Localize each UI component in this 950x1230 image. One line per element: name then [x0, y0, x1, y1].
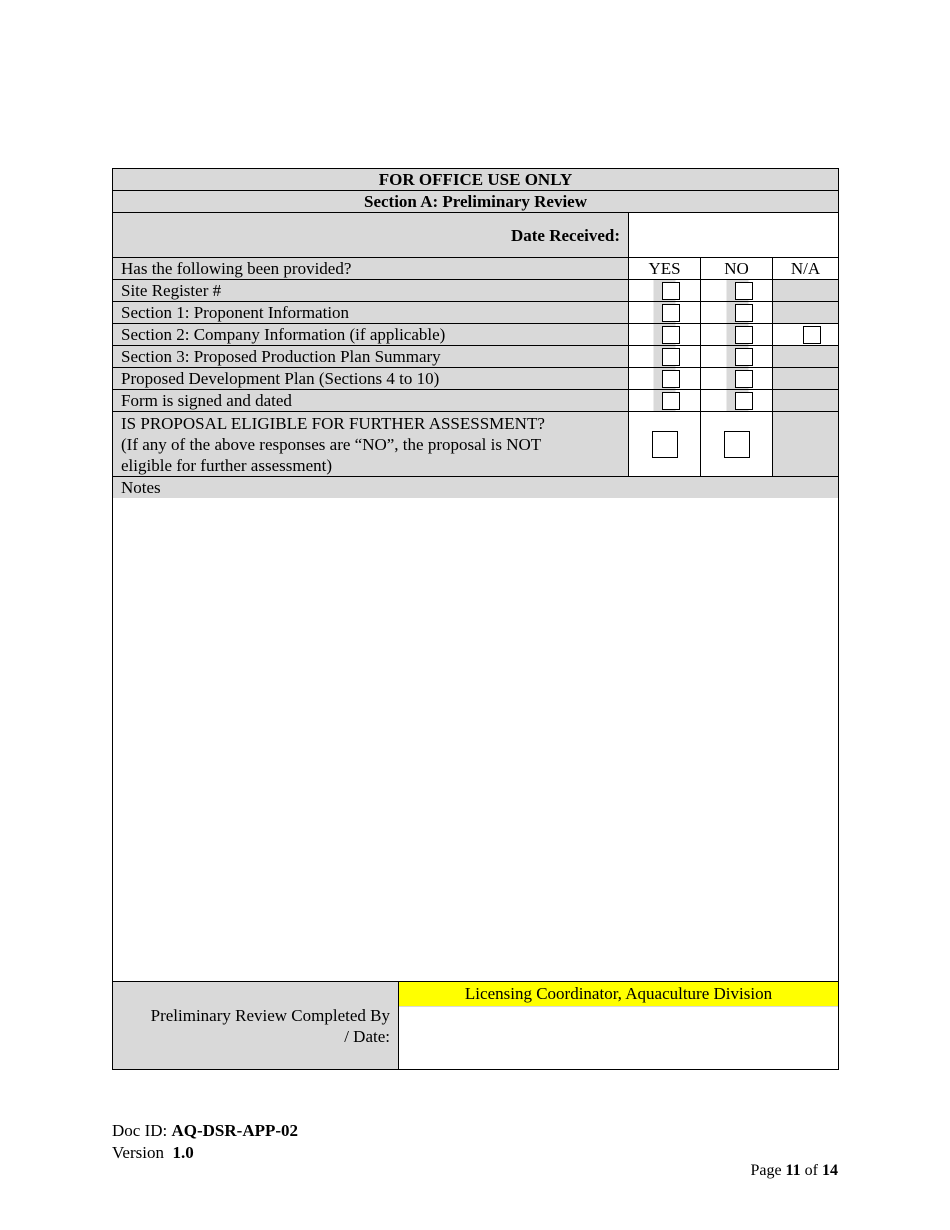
table-row: [113, 324, 839, 346]
item-section-1: Section 1: Proponent Information: [113, 302, 629, 324]
coordinator-role: Licensing Coordinator, Aquaculture Division: [399, 982, 838, 1007]
eligible-yes-checkbox[interactable]: [652, 431, 678, 458]
no-checkbox[interactable]: [735, 392, 753, 410]
na-cell: [773, 280, 839, 302]
column-header-na: N/A: [773, 258, 839, 280]
page-label: Page: [750, 1162, 782, 1179]
eligibility-line-1: IS PROPOSAL ELIGIBLE FOR FURTHER ASSESSMENT?: [121, 413, 545, 433]
item-development-plan: Proposed Development Plan (Sections 4 to 10): [113, 368, 629, 390]
office-use-form: [112, 168, 839, 1070]
column-header-no: NO: [701, 258, 773, 280]
eligible-na-cell: [773, 412, 839, 477]
table-row: [113, 280, 839, 302]
item-section-3: Section 3: Proposed Production Plan Summary: [113, 346, 629, 368]
no-checkbox[interactable]: [735, 304, 753, 322]
table-row: [113, 390, 839, 412]
no-checkbox[interactable]: [735, 348, 753, 366]
na-cell: [773, 390, 839, 412]
of-label: of: [804, 1162, 818, 1179]
table-row: [113, 302, 839, 324]
column-header-yes: YES: [629, 258, 701, 280]
completed-by-line-1: Preliminary Review Completed By: [150, 1005, 390, 1025]
doc-id-line: [112, 1120, 298, 1142]
eligibility-row: [113, 412, 839, 477]
version-number: 1.0: [172, 1143, 194, 1162]
na-cell: [773, 346, 839, 368]
version-line: [112, 1142, 298, 1164]
completed-by-label: [113, 982, 399, 1070]
yes-checkbox[interactable]: [662, 392, 680, 410]
no-checkbox[interactable]: [735, 326, 753, 344]
yes-checkbox[interactable]: [662, 326, 680, 344]
item-section-2: Section 2: Company Information (if applicable): [113, 324, 629, 346]
date-received-label: Date Received:: [113, 213, 629, 258]
current-page: 11: [785, 1162, 801, 1179]
no-checkbox[interactable]: [735, 370, 753, 388]
total-pages: 14: [822, 1162, 838, 1179]
eligibility-line-3: eligible for further assessment): [121, 455, 333, 475]
version-label: Version: [112, 1143, 164, 1162]
no-checkbox[interactable]: [735, 282, 753, 300]
na-cell: [773, 368, 839, 390]
page-number: [750, 1162, 838, 1180]
item-form-signed: Form is signed and dated: [113, 390, 629, 412]
eligible-no-checkbox[interactable]: [724, 431, 750, 458]
document-footer: [112, 1120, 298, 1164]
eligibility-question: [113, 412, 629, 477]
completed-by-line-2: / Date:: [344, 1026, 390, 1046]
section-title: Section A: Preliminary Review: [113, 191, 839, 213]
yes-checkbox[interactable]: [662, 282, 680, 300]
doc-id: AQ-DSR-APP-02: [171, 1121, 299, 1140]
na-cell: [773, 302, 839, 324]
notes-area[interactable]: [113, 477, 839, 982]
date-received-field[interactable]: [629, 213, 839, 258]
notes-label: Notes: [113, 477, 838, 498]
table-row: [113, 368, 839, 390]
item-site-register: Site Register #: [113, 280, 629, 302]
form-title: FOR OFFICE USE ONLY: [113, 169, 839, 191]
checklist-question: Has the following been provided?: [113, 258, 629, 280]
signature-field[interactable]: [399, 982, 839, 1070]
yes-checkbox[interactable]: [662, 304, 680, 322]
table-row: [113, 346, 839, 368]
doc-id-label: Doc ID:: [112, 1121, 168, 1140]
yes-checkbox[interactable]: [662, 348, 680, 366]
na-checkbox[interactable]: [803, 326, 821, 344]
eligibility-line-2: (If any of the above responses are “NO”, the proposal is NOT: [121, 434, 542, 454]
yes-checkbox[interactable]: [662, 370, 680, 388]
